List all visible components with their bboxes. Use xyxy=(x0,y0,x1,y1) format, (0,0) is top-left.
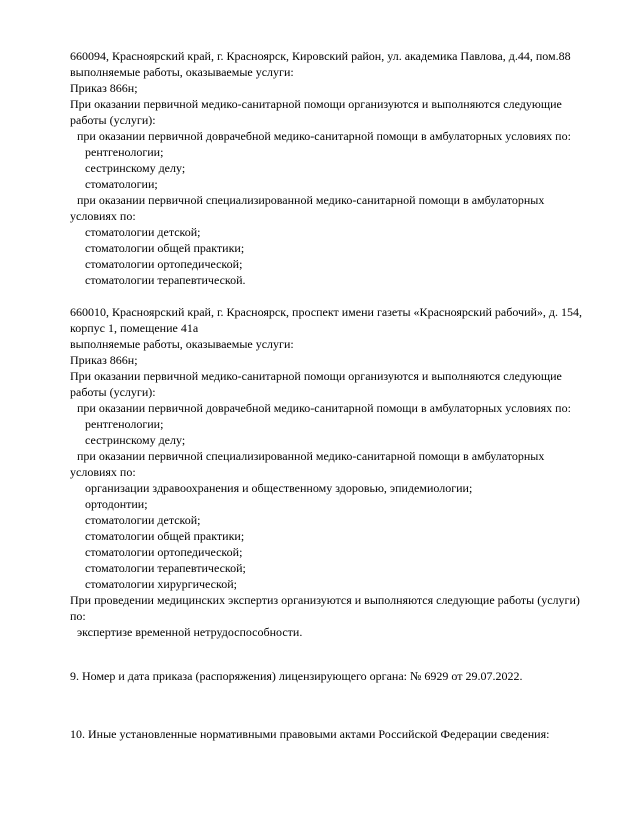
works-services-label: выполняемые работы, оказываемые услуги: xyxy=(70,65,294,79)
pre-medical-care-heading: при оказании первичной доврачебной медико-санитарной помощи в амбулаторных условиях по: xyxy=(77,129,571,143)
site-address: 660094, Красноярский край, г. Красноярск, Кировский район, ул. академика Павлова, д.44, пом.88 xyxy=(70,49,571,63)
service-item: стоматологии; xyxy=(85,177,158,191)
service-item: рентгенологии; xyxy=(85,417,164,431)
medical-expertise-heading: При проведении медицинских экспертиз организуются и выполняются следующие работы (услуги) по: xyxy=(70,593,580,623)
service-item: стоматологии ортопедической; xyxy=(85,545,243,559)
license-site-1-section xyxy=(70,48,590,288)
service-item: стоматологии общей практики; xyxy=(85,241,245,255)
service-item: стоматологии терапевтической. xyxy=(85,273,246,287)
service-item: стоматологии ортопедической; xyxy=(85,257,243,271)
site-address: 660010, Красноярский край, г. Красноярск, проспект имени газеты «Красноярский рабочий», д. 154, корпус 1, помещение 41а xyxy=(70,305,583,335)
service-item: стоматологии хирургической; xyxy=(85,577,237,591)
service-item: стоматологии детской; xyxy=(85,513,201,527)
license-site-2-section xyxy=(70,304,590,640)
service-item: организации здравоохранения и общественному здоровью, эпидемиологии; xyxy=(85,481,473,495)
service-item: сестринскому делу; xyxy=(85,433,186,447)
order-reference: Приказ 866н; xyxy=(70,81,138,95)
expertise-item: экспертизе временной нетрудоспособности. xyxy=(77,625,303,639)
pre-medical-care-heading: при оказании первичной доврачебной медико-санитарной помощи в амбулаторных условиях по: xyxy=(77,401,571,415)
specialized-care-heading: при оказании первичной специализированной медико-санитарной помощи в амбулаторных условиях по: xyxy=(70,193,545,223)
order-reference: Приказ 866н; xyxy=(70,353,138,367)
service-item: рентгенологии; xyxy=(85,145,164,159)
clause-9-section xyxy=(70,668,590,684)
service-item: стоматологии терапевтической; xyxy=(85,561,246,575)
primary-care-heading: При оказании первичной медико-санитарной помощи организуются и выполняются следующие работы (услуги): xyxy=(70,369,562,399)
order-number-line: 9. Номер и дата приказа (распоряжения) лицензирующего органа: № 6929 от 29.07.2022. xyxy=(70,669,523,683)
works-services-label: выполняемые работы, оказываемые услуги: xyxy=(70,337,294,351)
clause-10-section xyxy=(70,726,590,742)
service-item: стоматологии общей практики; xyxy=(85,529,245,543)
service-item: стоматологии детской; xyxy=(85,225,201,239)
specialized-care-heading: при оказании первичной специализированной медико-санитарной помощи в амбулаторных условиях по: xyxy=(70,449,545,479)
service-item: ортодонтии; xyxy=(85,497,148,511)
service-item: сестринскому делу; xyxy=(85,161,186,175)
primary-care-heading: При оказании первичной медико-санитарной помощи организуются и выполняются следующие работы (услуги): xyxy=(70,97,562,127)
other-info-line: 10. Иные установленные нормативными правовыми актами Российской Федерации сведения: xyxy=(70,727,550,741)
